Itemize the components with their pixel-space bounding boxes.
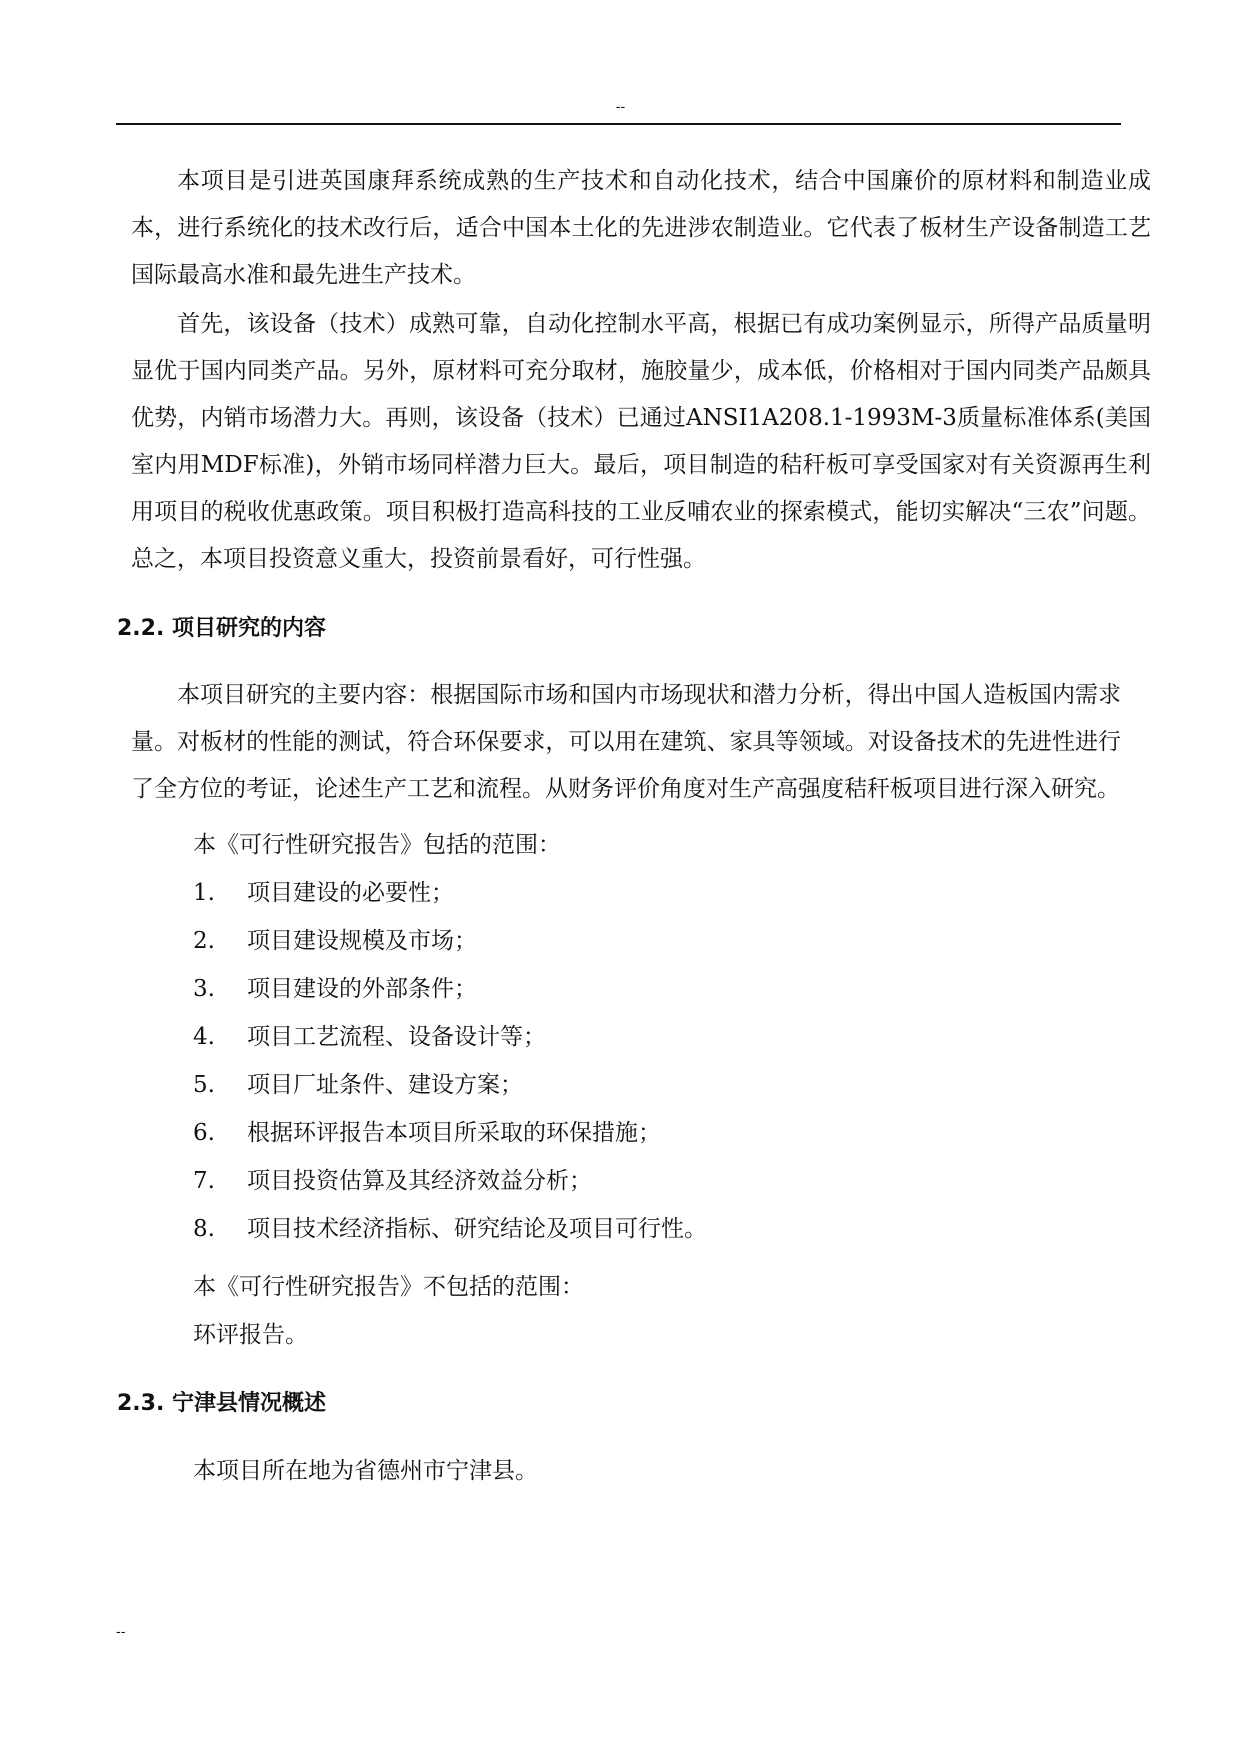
document-body xyxy=(117,158,1151,1495)
list-item-number: 3. xyxy=(193,976,215,1002)
list-item-number: 2. xyxy=(193,928,215,954)
list-item-text: 项目工艺流程、设备设计等； xyxy=(247,1024,546,1050)
excluded-intro: 本《可行性研究报告》不包括的范围： xyxy=(193,1274,584,1300)
scope-list-item xyxy=(131,1109,1151,1157)
intro-paragraph-1: 本项目是引进英国康拜系统成熟的生产技术和自动化技术，结合中国廉价的原材料和制造业成本，进行系统化的技术改行后，适合中国本土化的先进涉农制造业。它代表了板材生产设备制造工艺国际最高水准和最先进生产技术。 xyxy=(131,168,1151,288)
section-2-2-paragraph: 本项目研究的主要内容：根据国际市场和国内市场现状和潜力分析，得出中国人造板国内需求量。对板材的性能的测试，符合环保要求，可以用在建筑、家具等领域。对设备技术的先进性进行了全方位的考证，论述生产工艺和流程。从财务评价角度对生产高强度秸秆板项目进行深入研究。 xyxy=(131,682,1121,802)
page-header-mark: -- xyxy=(615,99,626,115)
list-item-text: 项目技术经济指标、研究结论及项目可行性。 xyxy=(247,1216,707,1242)
header-rule xyxy=(116,123,1121,125)
list-item-text: 项目建设的外部条件； xyxy=(247,976,477,1002)
list-item-text: 项目建设规模及市场； xyxy=(247,928,477,954)
scope-intro: 本《可行性研究报告》包括的范围： xyxy=(193,832,561,858)
scope-list-item xyxy=(131,1061,1151,1109)
scope-list-item xyxy=(131,869,1151,917)
list-item-text: 项目投资估算及其经济效益分析； xyxy=(247,1168,592,1194)
list-item-number: 4. xyxy=(193,1024,215,1050)
list-item-text: 根据环评报告本项目所采取的环保措施； xyxy=(247,1120,661,1146)
list-item-text: 项目厂址条件、建设方案； xyxy=(247,1072,523,1098)
excluded-item: 环评报告。 xyxy=(193,1322,308,1348)
scope-list-item xyxy=(131,965,1151,1013)
section-heading-2-3: 2.3. 宁津县情况概述 xyxy=(117,1391,326,1416)
list-item-number: 7. xyxy=(193,1168,215,1194)
page-footer-mark: -- xyxy=(116,1624,126,1640)
scope-list-item xyxy=(131,1013,1151,1061)
scope-list xyxy=(131,869,1151,1253)
list-item-number: 6. xyxy=(193,1120,215,1146)
list-item-number: 1. xyxy=(193,880,215,906)
scope-list-item xyxy=(131,1205,1151,1253)
list-item-number: 5. xyxy=(193,1072,215,1098)
list-item-text: 项目建设的必要性； xyxy=(247,880,454,906)
list-item-number: 8. xyxy=(193,1216,215,1242)
scope-list-item xyxy=(131,1157,1151,1205)
intro-paragraph-2: 首先，该设备（技术）成熟可靠，自动化控制水平高，根据已有成功案例显示，所得产品质量明显优于国内同类产品。另外，原材料可充分取材，施胶量少，成本低，价格相对于国内同类产品颇具优势，内销市场潜力大。再则，该设备（技术）已通过ANSI1A208.1-1993M-3质量标准体系(美国室内用MDF标准)，外销市场同样潜力巨大。最后，项目制造的秸秆板可享受国家对有关资源再生利用项目的税收优惠政策。项目积极打造高科技的工业反哺农业的探索模式，能切实解决“三农”问题。总之，本项目投资意义重大，投资前景看好，可行性强。 xyxy=(131,311,1151,572)
section-2-3-paragraph: 本项目所在地为省德州市宁津县。 xyxy=(193,1458,538,1484)
scope-list-item xyxy=(131,917,1151,965)
section-heading-2-2: 2.2. 项目研究的内容 xyxy=(117,616,326,641)
